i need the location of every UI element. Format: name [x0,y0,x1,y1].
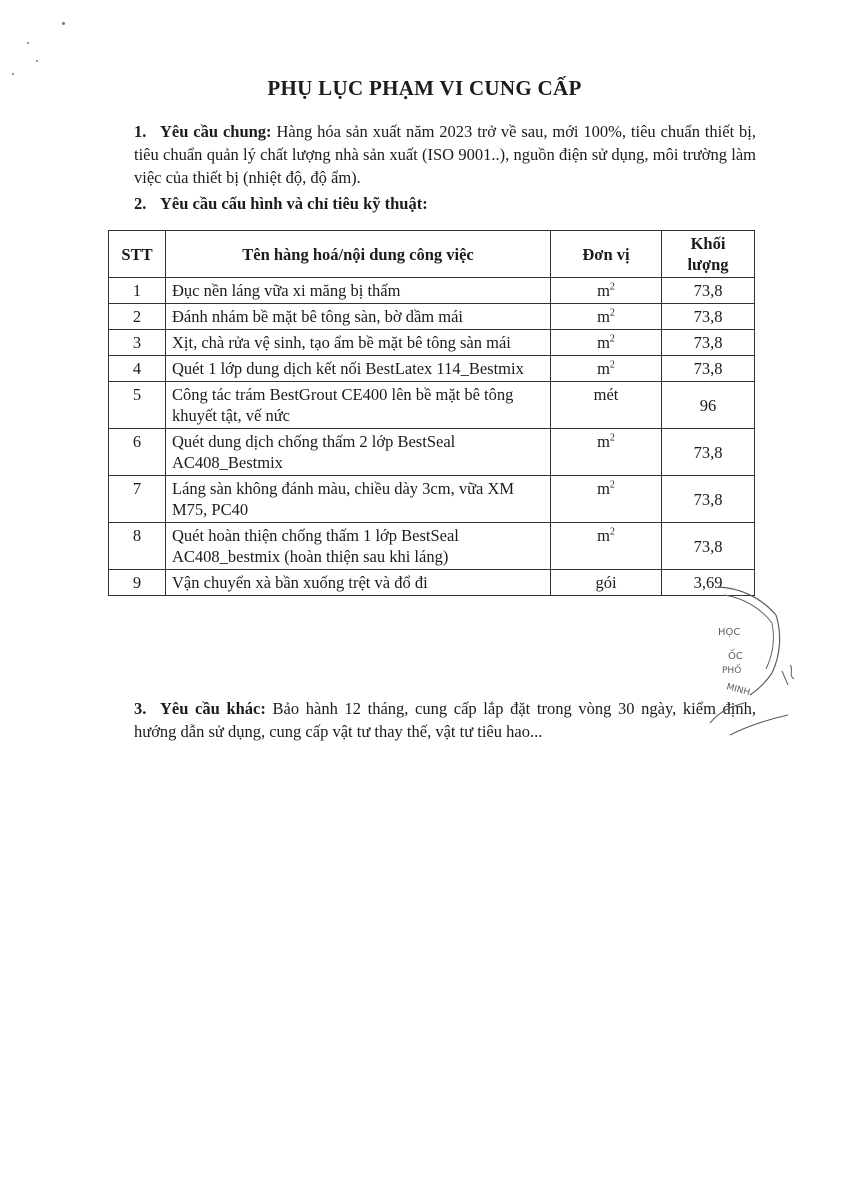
stamp-text: ỐC [728,651,743,662]
table-row [109,523,755,570]
cell-quantity: 73,8 [662,304,755,330]
unit-text: m [597,479,610,498]
cell-item-name: Vận chuyển xà bần xuống trệt và đổ đi [166,570,551,596]
table-row [109,429,755,476]
unit-text: m [597,432,610,451]
cell-unit [551,570,662,596]
header-stt: STT [109,231,166,278]
cell-item-name: Công tác trám BestGrout CE400 lên bề mặt bê tông khuyết tật, vế nức [166,382,551,429]
table-row [109,382,755,429]
section-text: Bảo hành 12 tháng, cung cấp lắp đặt trong vòng 30 ngày, kiểm định, hướng dẫn sử dụng, cung cấp vật tư thay thế, vật tư tiêu hao... [134,699,756,741]
cell-quantity: 73,8 [662,356,755,382]
red-seal-stamp [690,575,810,750]
cell-stt: 1 [109,278,166,304]
unit-superscript: 2 [609,359,615,371]
scan-speck [62,22,65,25]
scan-speck [12,73,14,75]
unit-text: m [597,333,610,352]
unit-superscript: 2 [609,526,615,538]
section-other-requirements [134,697,756,743]
cell-quantity: 73,8 [662,523,755,570]
unit-text: m [597,307,610,326]
cell-item-name: Quét 1 lớp dung dịch kết nối BestLatex 114_Bestmix [166,356,551,382]
table-row [109,570,755,596]
cell-quantity: 3,69 [662,570,755,596]
unit-text: mét [593,385,619,404]
cell-stt: 8 [109,523,166,570]
cell-stt: 2 [109,304,166,330]
unit-text: m [597,526,610,545]
cell-quantity: 73,8 [662,429,755,476]
cell-unit [551,356,662,382]
cell-item-name: Quét dung dịch chống thấm 2 lớp BestSeal AC408_Bestmix [166,429,551,476]
cell-item-name: Láng sàn không đánh màu, chiều dày 3cm, vữa XM M75, PC40 [166,476,551,523]
unit-superscript: 2 [609,307,615,319]
unit-text: m [597,281,610,300]
section-number: 3. [134,699,147,718]
cell-unit [551,330,662,356]
section-number: 2. [134,194,147,213]
section-heading: Yêu cầu chung: [160,122,272,141]
unit-superscript: 2 [609,281,615,293]
spec-table [108,230,755,596]
stamp-text: MINH [725,682,751,699]
unit-superscript: 2 [609,432,615,444]
cell-item-name: Đục nền láng vữa xi măng bị thấm [166,278,551,304]
cell-stt: 6 [109,429,166,476]
cell-stt: 7 [109,476,166,523]
unit-text: gói [595,573,617,592]
cell-unit [551,304,662,330]
section-heading: Yêu cầu cấu hình và chỉ tiêu kỹ thuật: [160,194,428,213]
section-number: 1. [134,122,147,141]
section-text: Hàng hóa sản xuất năm 2023 trở về sau, mới 100%, tiêu chuẩn thiết bị, tiêu chuẩn quản lý chất lượng nhà sản xuất (ISO 9001..), nguồn điện sử dụng, môi trường làm việc của thiết bị (nhiệt độ, độ ẩm). [134,122,757,187]
table-row [109,356,755,382]
unit-superscript: 2 [609,333,615,345]
cell-unit [551,382,662,429]
table-row [109,330,755,356]
unit-text: m [597,359,610,378]
cell-stt: 9 [109,570,166,596]
cell-item-name: Quét hoàn thiện chống thấm 1 lớp BestSeal AC408_bestmix (hoàn thiện sau khi láng) [166,523,551,570]
cell-unit [551,523,662,570]
cell-stt: 4 [109,356,166,382]
section-general-requirements [134,120,756,189]
stamp-text: PHỐ [722,666,742,676]
header-item-name: Tên hàng hoá/nội dung công việc [166,231,551,278]
cell-unit [551,278,662,304]
cell-item-name: Đánh nhám bề mặt bê tông sàn, bờ dầm mái [166,304,551,330]
cell-unit [551,476,662,523]
table-row [109,304,755,330]
table-row [109,476,755,523]
section-heading: Yêu cầu khác: [160,699,266,718]
stamp-text: HỌC [718,627,741,638]
cell-quantity: 73,8 [662,330,755,356]
page-title: PHỤ LỤC PHẠM VI CUNG CẤP [267,76,582,100]
cell-stt: 5 [109,382,166,429]
unit-superscript: 2 [609,479,615,491]
cell-quantity: 73,8 [662,278,755,304]
scan-speck [36,60,38,62]
table-row [109,278,755,304]
section-technical-specs [134,192,756,215]
scan-speck [27,42,29,44]
cell-item-name: Xịt, chà rửa vệ sinh, tạo ẩm bề mặt bê tông sàn mái [166,330,551,356]
table-header-row [109,231,755,278]
cell-unit [551,429,662,476]
header-quantity: Khối lượng [662,231,755,278]
cell-quantity: 96 [662,382,755,429]
table-body [109,278,755,596]
cell-quantity: 73,8 [662,476,755,523]
header-unit: Đơn vị [551,231,662,278]
cell-stt: 3 [109,330,166,356]
